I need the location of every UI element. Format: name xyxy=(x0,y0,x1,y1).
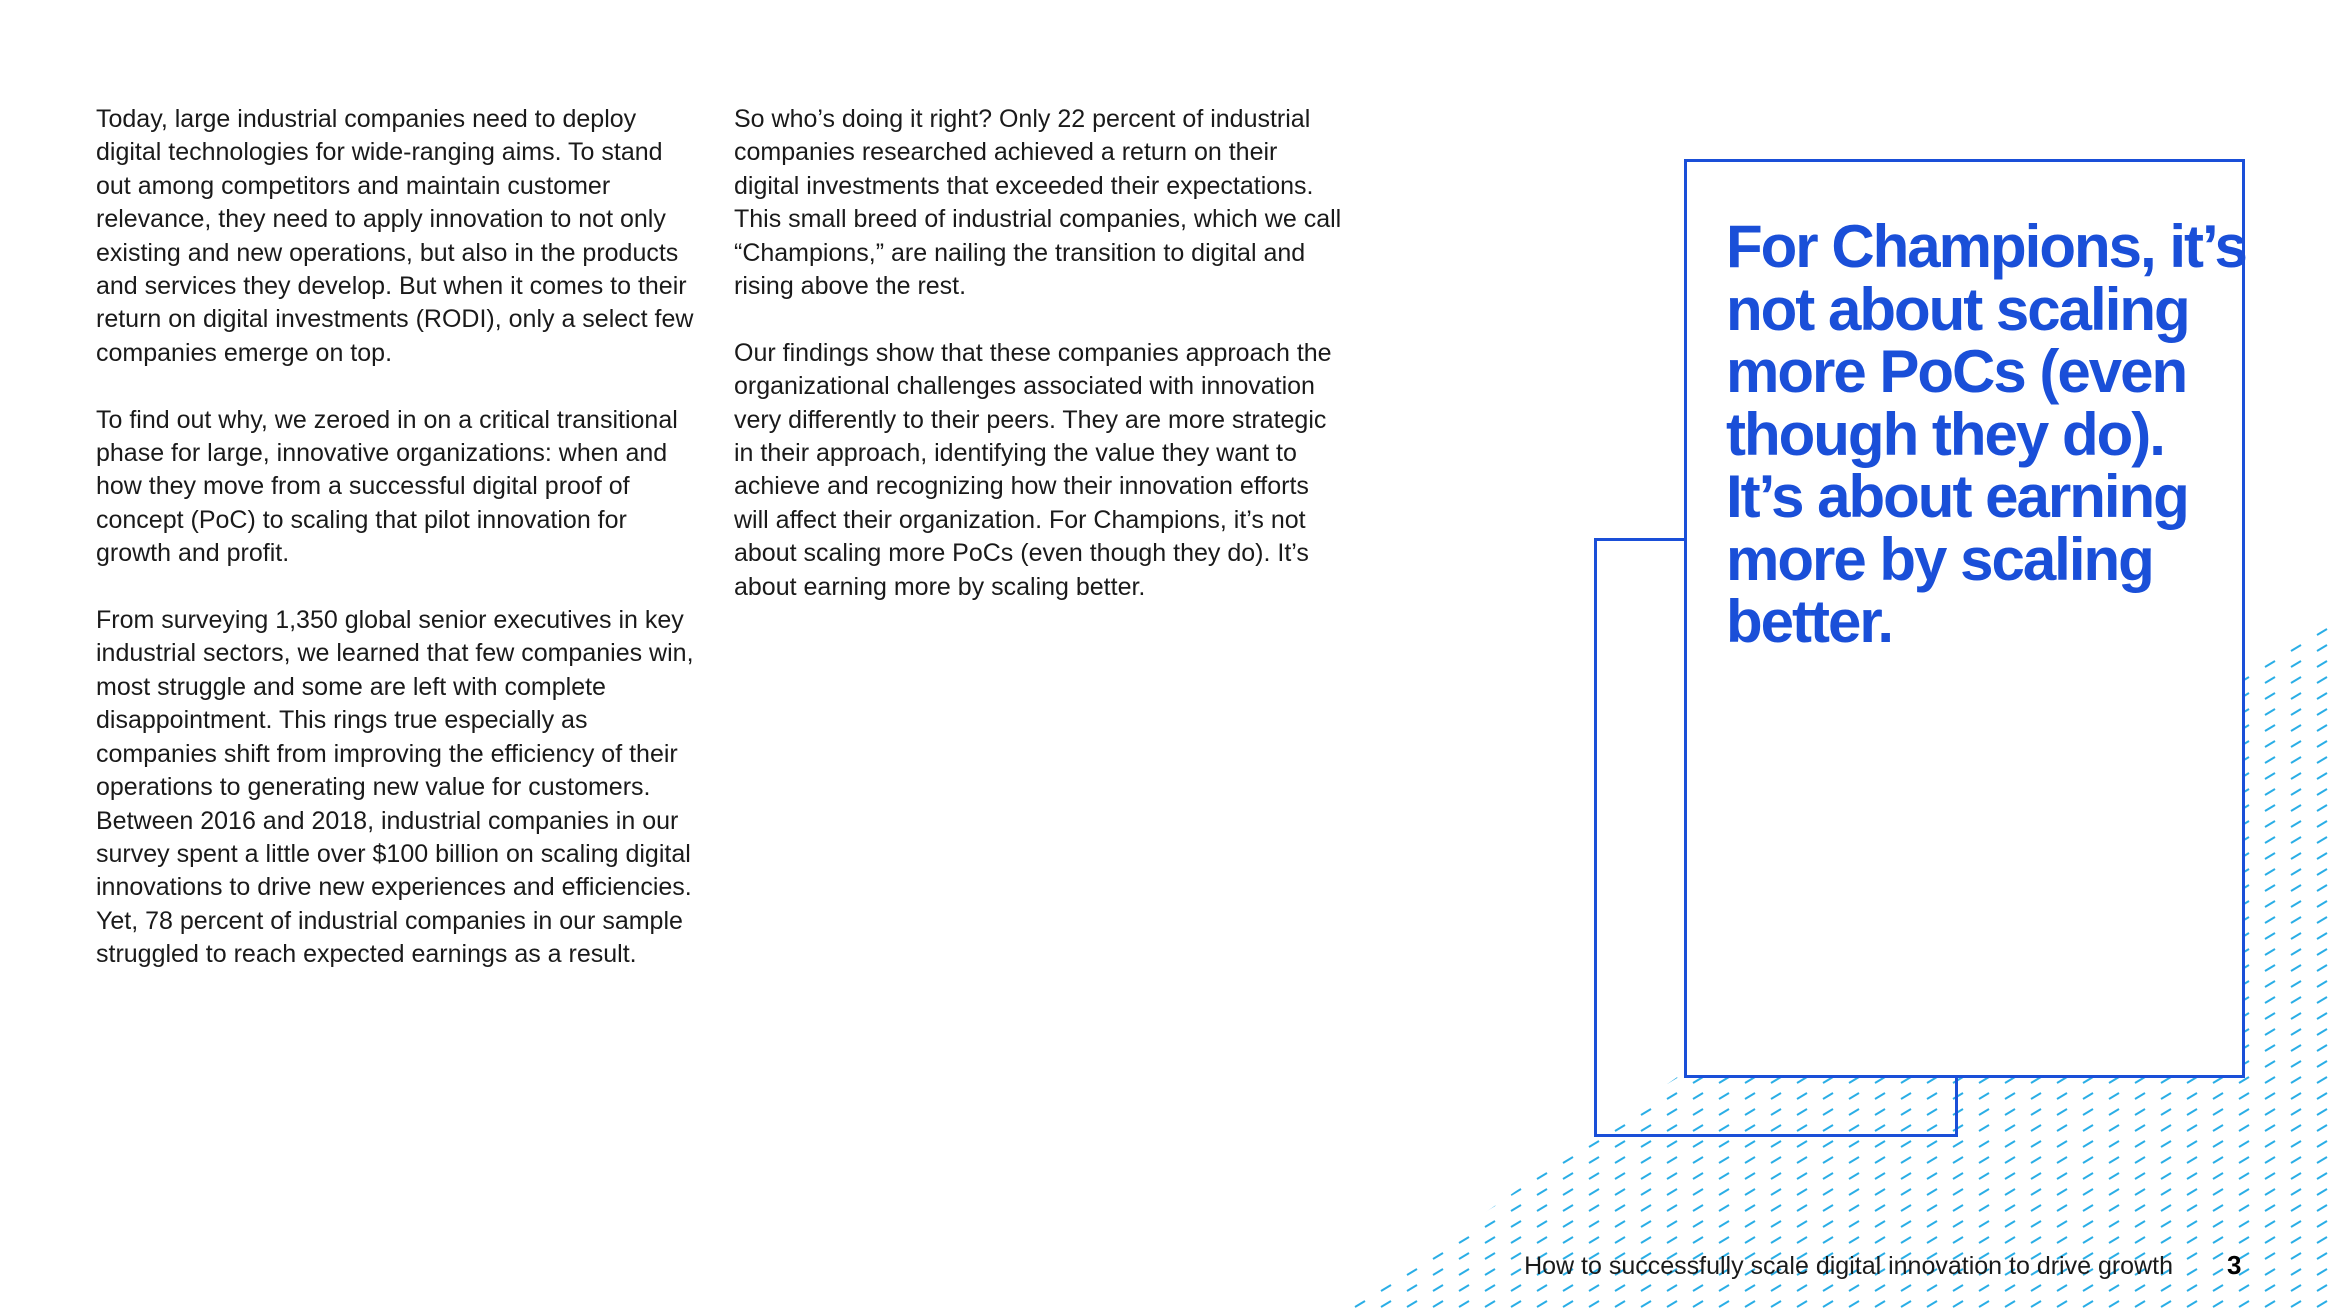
pull-quote: For Champions, it’s not about scaling more PoCs (even though they do). It’s about earning more by scaling better. xyxy=(1726,213,2246,655)
paragraph: From surveying 1,350 global senior executives in key industrial sectors, we learned that few companies win, most struggle and some are left with complete disappointment. This rings true especially as companies shift from improving the efficiency of their operations to generating new value for customers. Between 2016 and 2018, industrial companies in our survey spent a little over $100 billion on scaling digital innovations to drive new experiences and efficiencies. Yet, 78 percent of industrial companies in our sample struggled to reach expected earnings as a result. xyxy=(96,606,694,969)
paragraph: So who’s doing it right? Only 22 percent of industrial companies researched achieved a return on their digital investments that exceeded their expectations. This small breed of industrial companies, which we call “Champions,” are nailing the transition to digital and rising above the rest. xyxy=(734,105,1342,301)
body-column-left xyxy=(96,103,696,1005)
page-number: 3 xyxy=(2227,1250,2242,1280)
paragraph: To find out why, we zeroed in on a critical transitional phase for large, innovative organizations: when and how they move from a successful digital proof of concept (PoC) to scaling that pilot innovation for growth and profit. xyxy=(96,405,678,568)
paragraph: Today, large industrial companies need to deploy digital technologies for wide-ranging aims. To stand out among competitors and maintain customer relevance, they need to apply innovation to not only existing and new operations, but also in the products and services they develop. But when it comes to their return on digital investments (RODI), only a select few companies emerge on top. xyxy=(96,105,694,367)
footer-title: How to successfully scale digital innovation to drive growth xyxy=(1524,1252,2173,1280)
paragraph: Our findings show that these companies approach the organizational challenges associated with innovation very differently to their peers. They are more strategic in their approach, identifying the value they want to achieve and recognizing how their innovation efforts will affect their organization. For Champions, it’s not about scaling more PoCs (even though they do). It’s about earning more by scaling better. xyxy=(734,338,1332,601)
body-column-right xyxy=(734,103,1344,637)
